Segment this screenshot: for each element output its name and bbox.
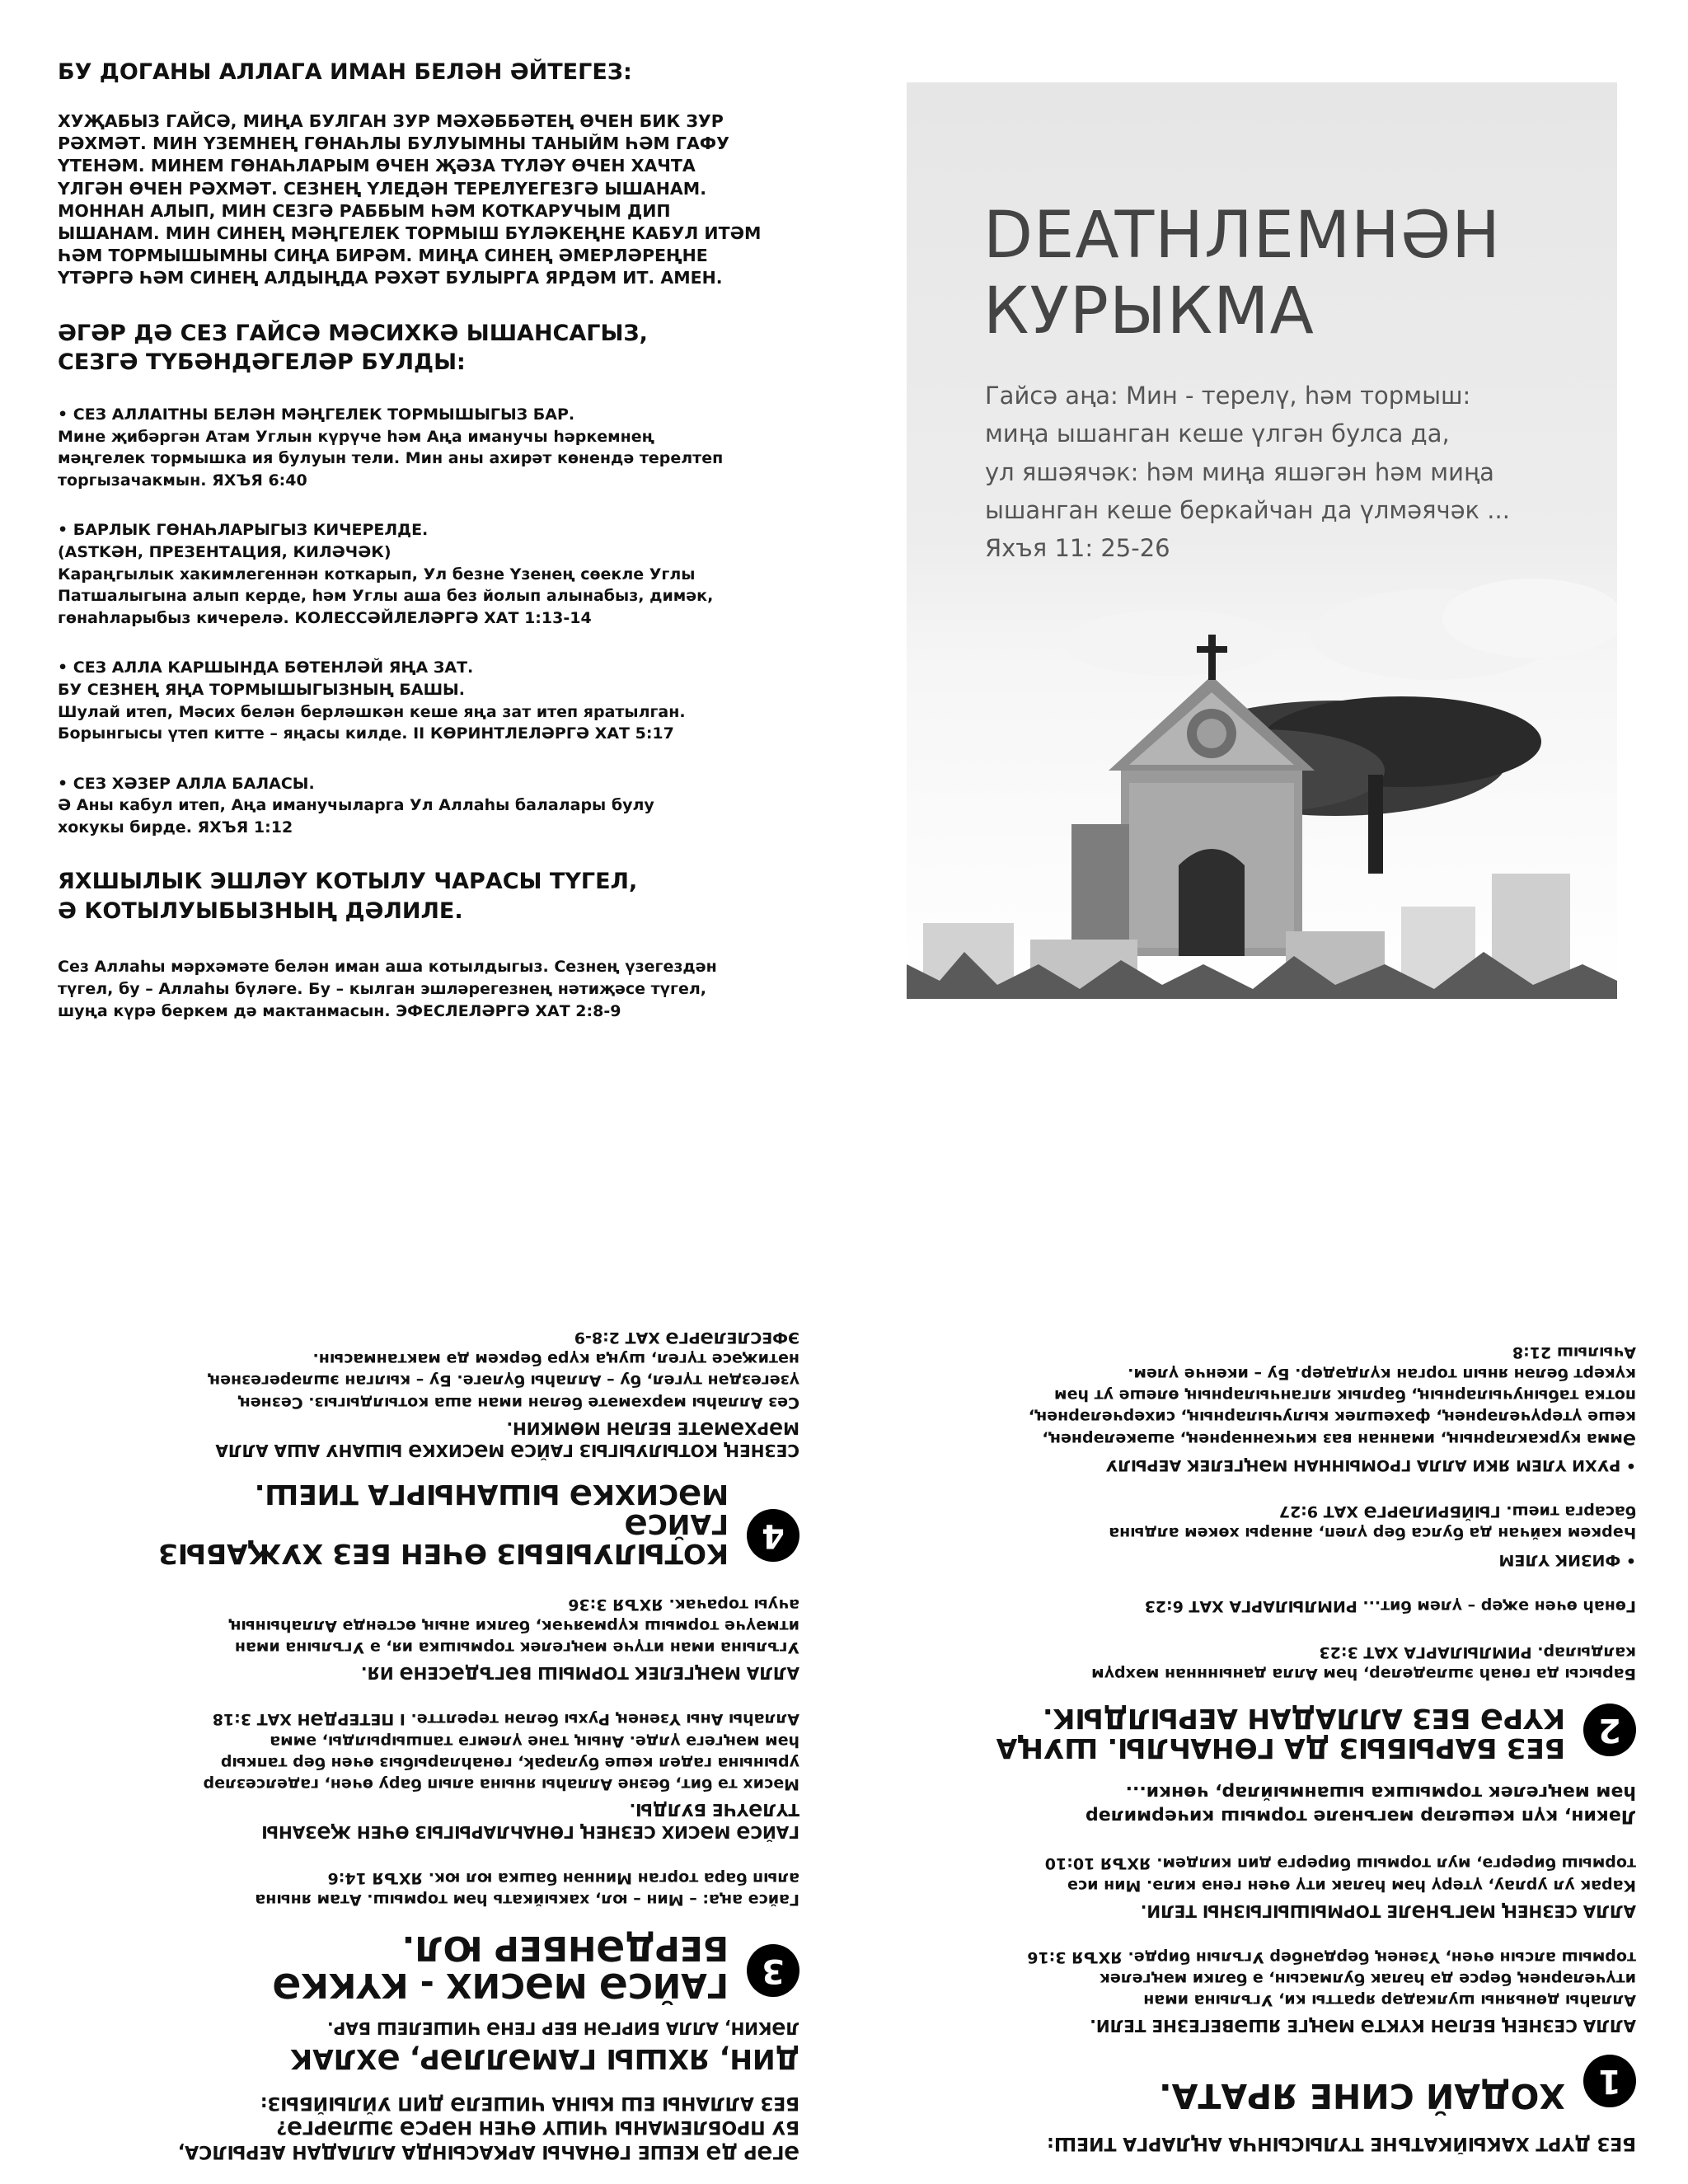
prayer-heading: БУ ДОГАНЫ АЛЛАГА ИМАН БЕЛӘН ӘЙТЕГЕЗ: — [58, 59, 632, 85]
benefit-item — [58, 773, 799, 839]
step-3-subheading: ГАЙСӘ МӘСИХ СЕЗНЕҢ ГӨНАҺЛАРЫГЫЗ ӨЧЕН ҖӘЗАНЫ ТҮЛӘҮЧЕ БУЛДЫ. — [261, 1800, 799, 1843]
benefit-text: Мине җибәргән Атам Углын күрүче һәм Аңа иманучы һәркемнең мәңгелек тормышка ия булуын тели. Мин аны ахирәт көнендә терелтеп торгызачакмын. ЯХЪЯ 6:40 — [58, 427, 724, 490]
step-1-text: Аллаһы дөньяны шулкадәр яратты ки, Угълына иман итүчеләрнең берсе дә һәлак булмасын, ә бәлки мәңгелек тормыш алсын өчен, Үзенең бердәнбер Угълын бирде. ЯХЪЯ 3:16 — [1027, 1947, 1636, 2010]
one-solution-line: ЛӘКИН, АЛЛА БИРГӘН БЕР ГЕНӘ ЧИШЕЛЕШ БАР. — [327, 2018, 799, 2038]
solution-intro: ӘГӘР ДӘ КЕШЕ ГӨНАҺЫ АРКАСЫНДА АЛЛАДАН АЕРЫЛСА, БУ ПРОБЛЕМАНЫ ЧИШҮ ӨЧЕН НӘРСӘ ЭШЛӘРГӘ? БЕЗ АЛЛАНЫ ЕШ КЫНА ЧИШЕЛӘ ДИП УЙЛЫЙБЫЗ: — [177, 2092, 799, 2162]
step-3-title: ГАЙСӘ МӘСИХ - КҮККӘ БЕРДӘНБЕР ЮЛ. — [272, 1928, 729, 2005]
benefit-text: Ә Аны кабул итеп, Аңа иманучыларга Ул Аллаһы балалары булу хокукы бирде. ЯХЪЯ 1:12 — [58, 796, 654, 837]
prayer-panel — [58, 59, 799, 1022]
step-4-text: Сез Аллаһы мәрхәмәте белән иман аша котылдыгыз. Сезнең үзегездән түгел, бу – Аллаһы бүләге. Бу – кылган эшләрегезнең нәтиҗәсе түгел, шуңа күрә беркем дә мактанмасын. ЭФЕСЛЕЛӘРГӘ ХАТ 2:8-9 — [207, 1328, 799, 1412]
cover-panel — [907, 82, 1617, 999]
step-3 — [58, 1929, 799, 2003]
works-heading: ЯХШЫЛЫК ЭШЛӘҮ КОТЫЛУ ЧАРАСЫ ТҮГЕЛ, Ә КОТЫЛУЫБЫЗНЫҢ ДӘЛИЛЕ. — [58, 868, 638, 924]
truths-intro: БЕЗ ДҮРТ ХАКЫЙКАТЬНЕ ТҮЛЫСЫНЧА АҢЛАРГА ТИЕШ: — [1047, 2133, 1636, 2154]
benefit-title: • СЕЗ АЛЛА КАРШЫНДА БӨТЕНЛӘЙ ЯҢА ЗАТ. БУ СЕЗНЕҢ ЯҢА ТОРМЫШЫГЫЗНЫҢ БАШЫ. — [58, 658, 474, 699]
step-1-subheading-2: АЛЛА СЕЗНЕҢ МӘГЪНӘЛЕ ТОРМЫШЫГЫЗНЫ ТЕЛИ. — [1140, 1900, 1636, 1921]
cover-title: DEATHЛЕМНӘН КУРЫКМА — [983, 199, 1501, 349]
step-1-number: 1 — [1583, 2055, 1636, 2107]
step-2-text-2: Гөнаһ өчен әҗер – үлем бит... РИМЛЫЛАРГА ХАТ 6:23 — [1144, 1596, 1636, 1615]
chapel-cemetery-illustration — [907, 577, 1617, 999]
benefit-text: Шулай итеп, Мәсих белән берләшкән кеше яңа зат итеп яратылган. Борынгысы үтеп китте – яңасы килде. II КӨРИНТЛЕЛӘРГӘ ХАТ 5:17 — [58, 702, 686, 743]
step-1-transition: Ләкин, күп кешеләр мәгънәле тормыш кичермиләр һәм мәңгелек тормышка ышанмыйлар, чөнки... — [1085, 1781, 1636, 1827]
step-1-subheading: АЛЛА СЕЗНЕҢ БЕЛӘН КҮКТӘ МӘҢГЕ ЯШӘВЕГЕЗНЕ ТЕЛИ. — [1090, 2016, 1636, 2036]
step-4-number: 4 — [747, 1509, 799, 1562]
step-2-text: Барысы да гөнаһ эшләделәр, һәм Алла данынннан мәхрүм калдылар. РИМЛЫЛАРГА ХАТ 3:23 — [1091, 1643, 1636, 1684]
benefit-title: • БАРЛЫК ГӨНАҺЛАРЫГЫЗ КИЧЕРЕЛДЕ. (ASTKӘН, ПРЕЗЕНТАЦИЯ, КИЛӘЧӘК) — [58, 521, 429, 561]
step-3-subheading-2: АЛЛА МӘҢГЕЛЕК ТОРМЫШ ВӘГЪДӘСЕНӘ ИЯ. — [360, 1663, 799, 1684]
step-3-text-3: Угълына иман итүче мәңгелек тормышка ия, ә Угълына иман итмәүче тормыш күрмәячәк, бәлки аның өстендә Аллаһының ачуы торачак. ЯХЪЯ 3:36 — [228, 1595, 799, 1657]
steps-3-4-panel — [58, 1158, 799, 2163]
step-2-title: БЕЗ БАРЫБЫЗ ДА ГӨНАҺЛЫ. ШУҢА КҮРӘ БЕЗ АЛЛАДАН АЕРЫЛДЫК. — [996, 1702, 1565, 1765]
prayer-text: ХУҖАБЫЗ ГАЙСӘ, МИҢА БУЛГАН ЗУР МӘХӘББӘТЕҢ ӨЧЕН БИК ЗУР РӘХМӘТ. МИН ҮЗЕМНЕҢ ГӨНАҺЛЫ БУЛУЫМНЫ ТАНЫЙМ ҺӘМ ГАФУ ҮТЕНӘМ. МИНЕМ ГӨНАҺЛАРЫМ ӨЧЕН ҖӘЗА ТҮЛӘҮ ӨЧЕН ХАЧТА ҮЛГӘН ӨЧЕН РӘХМӘТ. СЕЗНЕҢ ҮЛЕДӘН ТЕРЕЛҮЕГЕЗГӘ ЫШАНАМ. МОННАН АЛЫП, МИН СЕЗГӘ РАББЫМ ҺӘМ КОТКАРУЧЫМ ДИП ЫШАНАМ. МИН СИНЕҢ МӘҢГЕЛЕК ТОРМЫШ БҮЛӘКЕҢНЕ КАБУЛ ИТӘМ ҺӘМ ТОРМЫШЫМНЫ СИҢА БИРӘМ. МИҢА СИНЕҢ ӘМЕРЛӘРЕҢНЕ ҮТӘРГӘ ҺӘМ СИНЕҢ АЛДЫҢДА РӘХӘТ БУЛЫРГА ЯРДӘМ ИТ. АМЕН. — [58, 111, 762, 288]
grace-text: Сез Аллаһы мәрхәмәте белән иман аша котылдыгыз. Сезнең үзегездән түгел, бу – Аллаһы бүләге. Бу – кылган эшләрегезнең нәтиҗәсе түгел, шуңа күрә беркем дә мактанмасын. ЭФЕСЛЕЛӘРГӘ ХАТ 2:8-9 — [58, 958, 717, 1020]
religion-works-line: ДИН, ЯХШЫ ГАМӘЛЛӘР, ӘХЛАК — [290, 2042, 799, 2075]
benefit-text: Караңгылык хакимлегеннән коткарып, Ул безне Үзенең сөекле Углы Патшалыгына алып керде, һәм Углы аша без йолып алынабыз, димәк, гөнаһларыбыз кичерелә. КОЛЕССӘЙЛЕЛӘРГӘ ХАТ 1:13-14 — [58, 565, 714, 627]
step-4-title: КОТЫЛУЫБЫЗ ӨЧЕН БЕЗ ХУҖАБЫЗ ГАЙСӘ МӘСИХКӘ ЫШАНЫРГА ТИЕШ. — [158, 1478, 729, 1571]
cover-reference: Яхъя 11: 25-26 — [985, 534, 1170, 562]
benefit-item — [58, 404, 799, 491]
step-3-number: 3 — [747, 1944, 799, 1997]
step-2 — [894, 1703, 1636, 1763]
step-1 — [894, 2055, 1636, 2114]
benefit-title: • СЕЗ ХӘЗЕР АЛЛА БАЛАСЫ. — [58, 774, 315, 793]
physical-death-bullet: • ФИЗИК ҮЛЕМ — [1498, 1550, 1636, 1569]
step-3-text: Гайсә аңа: – Мин – юл, хакыйкать һәм тормыш. Атам янына алып бара торган Миннән башка юл юк. ЯХЪЯ 14:6 — [255, 1869, 799, 1910]
step-1-title: ХОДАЙ СИНЕ ЯРАТА. — [1159, 2076, 1565, 2116]
step-4 — [58, 1479, 799, 1569]
step-1-text-2: Карак ул урлау, үтерү һәм һәлак итү өчен генә килә. Мин исә тормыш бирергә, мул тормыш бирергә дип килдем. ЯХЪЯ 10:10 — [1044, 1854, 1636, 1895]
benefit-title: • СЕЗ АЛЛАITНЫ БЕЛӘН МӘҢГЕЛЕК ТОРМЫШЫГЫЗ БАР. — [58, 405, 575, 424]
benefit-item — [58, 519, 799, 629]
spiritual-death-text: Әмма куркакларның, иманнан ваз кичкәннәрнең, әшәкеләрнең, кеше үтерүчеләрнең, фәхешлек кылучыларның, сихерчеләрнең, потка табынучыларның, барлык ялганчыларның өлеше ут һәм күкерт белән янып торган күлдәдер. Бу – икенче үлем. Ачылыш 21:8 — [1028, 1343, 1636, 1448]
step-2-number: 2 — [1583, 1704, 1636, 1756]
physical-death-text: Һәркем кайчан да булса бер үлеп, аннары хөкем алдына басарга тиеш. ГЫЙБРИЛӘРГӘ ХАТ 9:27 — [1109, 1502, 1636, 1543]
step-4-subheading: СЕЗНЕҢ КОТЫЛУЫГЫЗ ГАЙСӘ МӘСИХКӘ ЫШАНУ АША АЛЛА МӘРХӘМӘТЕ БЕЛӘН МӨМКИН. — [215, 1418, 799, 1460]
steps-1-2-panel — [894, 1179, 1636, 2155]
step-3-text-2: Мәсих тә бит, безне Аллаһы янына алып бару өчен, гаделсезләр урынына гадел кеше булараk, гөнаһларыбыз өчен бер тапкыр һәм мәңгегә үлде. Аның тәне үлемгә тапшырылды, әмма Аллаһы Аны Үзенең Рухы белән терелтте. I ПЕТЕРДӘН ХАТ 3:18 — [203, 1710, 799, 1794]
cover-verse: Гайсә аңа: Мин - терелү, һәм тормыш: миңа ышанган кеше үлгән булса да, ул яшәячәк: һәм миңа яшәгән һәм миңа ышанган кеше беркайчан да үлмәячәк ... — [985, 382, 1510, 525]
benefit-item — [58, 657, 799, 744]
spiritual-death-bullet: • РУХИ ҮЛЕМ ЯКИ АЛЛА ГРОМЫННАН МӘҢГЕЛЕК АЕРЫЛУ — [1105, 1455, 1636, 1474]
benefits-heading: ӘГӘР ДӘ СЕЗ ГАЙСӘ МӘСИХКӘ ЫШАНСАГЫЗ, СЕЗГӘ ТҮБӘНДӘГЕЛӘР БУЛДЫ: — [58, 320, 648, 376]
